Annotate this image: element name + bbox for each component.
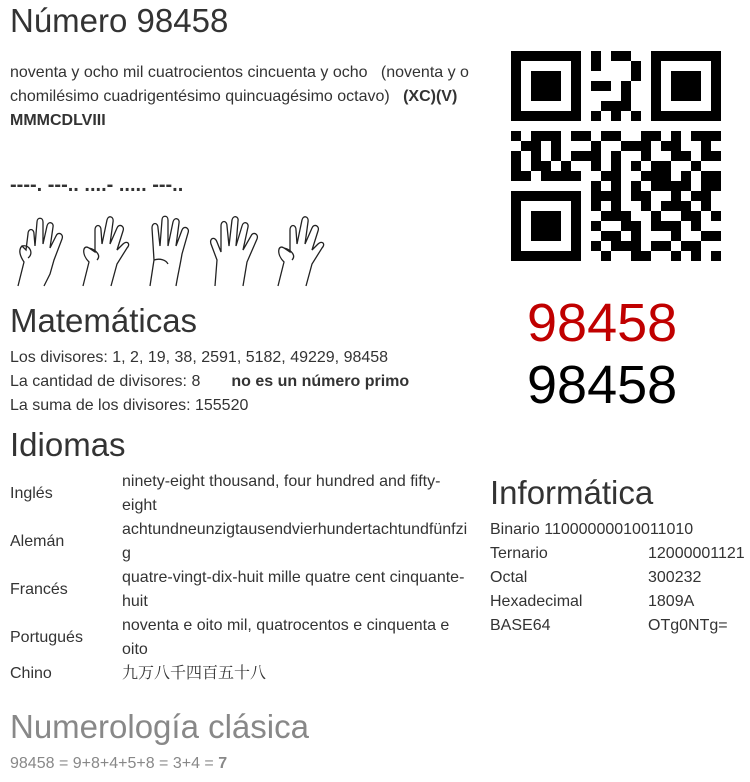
base-label: Octal xyxy=(490,569,528,586)
divisor-count-text: La cantidad de divisores: 8 xyxy=(10,373,201,390)
numerology-heading: Numerología clásica xyxy=(10,708,309,745)
list-item xyxy=(490,614,750,638)
numerology-result: 7 xyxy=(218,755,228,772)
hand-8b-icon xyxy=(270,214,328,290)
hand-9-icon xyxy=(10,214,68,290)
language-name: Alemán xyxy=(10,533,65,550)
hand-5-icon xyxy=(205,214,263,290)
translation-line: quatre-vingt-dix-huit mille quatre cent cinquante- xyxy=(122,569,465,586)
math-section xyxy=(10,346,490,418)
translation-line: eight xyxy=(122,497,157,514)
base-value: 300232 xyxy=(648,569,702,586)
cardinal-text: noventa y ocho mil cuatrocientos cincuenta y ocho xyxy=(10,64,368,81)
language-name: Chino xyxy=(10,665,52,682)
language-name: Portugués xyxy=(10,629,83,646)
translation-line: 九万八千四百五十八 xyxy=(122,665,267,682)
numerology-formula xyxy=(10,752,227,776)
roman-numeral-b: MMMCDLVIII xyxy=(10,112,106,129)
translation-line: g xyxy=(122,545,131,562)
translation-line: huit xyxy=(122,593,148,610)
sign-language-hands xyxy=(10,214,328,290)
numerology-expression: 98458 = 9+8+4+5+8 = 3+4 = xyxy=(10,755,219,772)
number-words xyxy=(10,61,480,133)
number-black-display: 98458 xyxy=(527,355,678,415)
hand-4-icon xyxy=(140,214,198,290)
list-item xyxy=(490,566,750,590)
translation-line: noventa e oito mil, quatrocentos e cinquenta e xyxy=(122,617,450,634)
ordinal-text-2: chomilésimo cuadrigentésimo quincuagésimo octavo) xyxy=(10,88,390,105)
informatics-section xyxy=(490,518,750,638)
table-row xyxy=(10,518,480,566)
base-label: Ternario xyxy=(490,545,548,562)
hand-8-icon xyxy=(75,214,133,290)
base-value: 12000001121 xyxy=(648,545,745,562)
table-row xyxy=(10,566,480,614)
table-row xyxy=(10,662,480,686)
prime-note: no es un número primo xyxy=(231,373,410,390)
base-label: Hexadecimal xyxy=(490,593,583,610)
divisors-text: Los divisores: 1, 2, 19, 38, 2591, 5182, 49229, 98458 xyxy=(10,349,389,366)
language-name: Francés xyxy=(10,581,68,598)
divisor-sum-text: La suma de los divisores: 155520 xyxy=(10,397,249,414)
number-red-display: 98458 xyxy=(527,293,678,353)
translation-line: achtundneunzigtausendvierhundertachtundfünfzi xyxy=(122,521,468,538)
languages-table xyxy=(10,470,480,686)
ordinal-text-1: (noventa y o xyxy=(380,64,469,81)
list-item xyxy=(490,542,750,566)
languages-heading: Idiomas xyxy=(10,426,126,463)
morse-code: ----. ---.. ....- ..... ---.. xyxy=(10,174,184,196)
table-row xyxy=(10,470,480,518)
informatics-heading: Informática xyxy=(490,474,654,511)
qr-code xyxy=(511,51,721,261)
translation-line: ninety-eight thousand, four hundred and fifty- xyxy=(122,473,441,490)
translation-line: oito xyxy=(122,641,148,658)
base-label: BASE64 xyxy=(490,617,551,634)
table-row xyxy=(10,614,480,662)
binary-text: Binario 11000000010011010 xyxy=(490,521,694,538)
base-value: 1809A xyxy=(648,593,695,610)
base-value: OTg0NTg= xyxy=(648,617,728,634)
list-item xyxy=(490,590,750,614)
roman-numeral-a: (XC)(V) xyxy=(403,88,458,105)
language-name: Inglés xyxy=(10,485,53,502)
page-title: Número 98458 xyxy=(10,2,229,39)
math-heading: Matemáticas xyxy=(10,302,198,339)
